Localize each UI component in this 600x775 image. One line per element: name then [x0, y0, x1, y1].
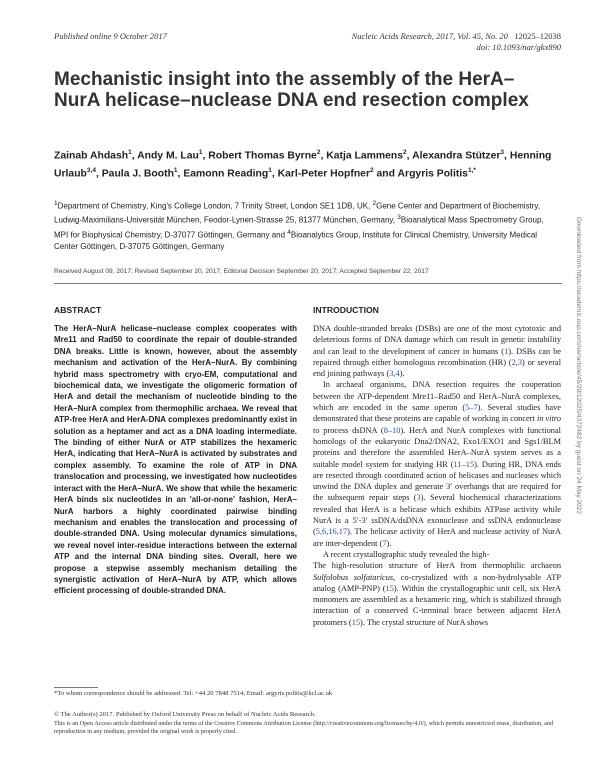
doi[interactable]: doi: 10.1093/nar/gkx890 [476, 42, 561, 52]
footnote-divider [54, 687, 98, 688]
intro-text: ). Several studies have demonstrated that these proteins are capable of working in concert [313, 403, 561, 424]
journal-info: Nucleic Acids Research, 2017, Vol. 45, No. 20 [351, 31, 508, 41]
copyright-notice: © The Author(s) 2017. Published by Oxford University Press on behalf of Nucleic Acids Research. [54, 711, 316, 718]
author-affiliation-marker: 3 [500, 149, 505, 156]
italic-term: Sulfolobus solfataricus [313, 572, 394, 582]
paper-title: Mechanistic insight into the assembly of the HerA–NurA helicase–nuclease DNA end resection complex [54, 69, 529, 111]
section-divider [54, 283, 562, 284]
citation-link[interactable]: 15 [351, 617, 361, 627]
citation-link[interactable]: 8–10 [383, 425, 401, 435]
affiliation-number: 4 [287, 228, 291, 236]
author-affiliation-marker: 1 [128, 149, 132, 156]
introduction-heading: INTRODUCTION [313, 305, 379, 315]
intro-text: ). The helicase activity of HerA and nuclease activity of NurA are inter-dependent ( [313, 527, 561, 548]
author-name: Karl-Peter Hopfner [277, 168, 370, 180]
citation-link[interactable]: 3 [416, 493, 421, 503]
intro-text: ). Within the crystallographic unit cell, six HerA monomers are assembled as a hexameric ring, which is stabilized through interaction of a conserved C-terminal brace between adjacent HerA protomers ( [313, 583, 561, 627]
intro-paragraph [313, 560, 561, 628]
author-affiliation-marker: 2 [316, 149, 321, 156]
author-name: Alexandra Stützer [412, 150, 501, 162]
author-list: Zainab Ahdash$^1$, Andy M. Lau$^1$, Robert Thomas Byrne$^2$, Katja Lammens$^2$, Alexandra Stützer$^3$, Henning Urlaub$^{3,4}$, Paula J. Booth$^1$, Eamonn Reading$^1$, Karl-Peter Hopfner$^2$ and Argyris Politis$^{1,*}$ [54, 149, 552, 180]
download-notice: Downloaded from https://academic.oup.com/nar/article/45/20/12025/4372482 by guest on 24 May 2022 [575, 217, 582, 515]
download-sidebar [573, 217, 585, 597]
citation-link[interactable]: 2 [511, 357, 516, 367]
intro-text: ). [386, 538, 392, 548]
author-name: Zainab Ahdash [54, 150, 129, 162]
author-affiliation-marker: 2 [403, 149, 407, 156]
intro-text: ). The crystal structure of NurA shows [360, 617, 489, 627]
intro-text: ). DSBs can be repaired through either homologous recombination (HR) ( [313, 346, 561, 367]
intro-text: A recent crystallographic study revealed the high- [323, 549, 490, 559]
author-name: Paula J. Booth [101, 168, 174, 180]
affiliation-number: 2 [372, 200, 377, 207]
abstract-heading: ABSTRACT [54, 305, 102, 315]
intro-paragraph [313, 549, 561, 560]
intro-text: to process dsDNA ( [313, 425, 384, 435]
intro-text: , [515, 357, 518, 367]
citation-link[interactable]: 3,4 [389, 369, 400, 379]
author-affiliation-marker: 2 [370, 167, 374, 175]
author-name: Robert Thomas Byrne [208, 150, 317, 162]
intro-text: In archaeal organisms, DNA resection requires the cooperation between the ATP-dependent Mre11–Rad50 and HerA–NurA complexes, which are encoded in the same operon ( [313, 380, 561, 413]
citation-link[interactable]: 7 [382, 538, 387, 548]
intro-paragraph [313, 379, 561, 548]
citation-link[interactable]: 1 [504, 346, 509, 356]
intro-text: ) or several end joining pathways ( [313, 357, 562, 379]
author-name: Henning Urlaub [54, 150, 552, 180]
intro-paragraph [313, 323, 561, 379]
citation-link[interactable]: 11–15 [453, 459, 475, 469]
introduction-body [313, 323, 561, 628]
affiliation-text: Department of Chemistry, King's College London, 7 Trinity Street, London SE1 1DB, UK, [57, 201, 373, 211]
intro-text: ). Several biochemical characterizations revealed that HerA is a helicase which exhibits ATPase activity while NurA is a 5′-3′ ssDNA/dsDNA exonuclease and ssDNA endonuclease ( [313, 493, 561, 537]
affiliations [54, 198, 554, 252]
author-affiliation-marker: 3,4 [86, 167, 96, 175]
abstract-text: The HerA–NurA helicase–nuclease complex cooperates with Mre11 and Rad50 to coordinate the repair of double-stranded DNA breaks. Little is known, however, about the assembly mechanism and activation of the HerA–NurA. By combining hybrid mass spectrometry with cryo-EM, computational and biochemical data, we investigate the oligomeric formation of HerA and detail the mechanism of nucleotide binding to the HerA–NurA complex from thermophilic archaea. We reveal that ATP-free HerA and HerA-DNA complexes predominantly exist in solution as a heptamer and act as a DNA loading intermediate. The binding of either NurA or ATP stabilizes the hexameric HerA, indicating that HerA–NurA is activated by substrates and complex assembly. To examine the role of ATP in DNA translocation and processing, we investigated how nucleotides interact with the HerA–NurA. We show that while the hexameric HerA binds six nucleotides in an 'all-or-none' fashion, HerA–NurA harbors a highly coordinated pairwise binding mechanism and enables the translocation and processing of double-stranded DNA. Using molecular dynamics simulations, we reveal novel inter-residue interactions between the external ATP and the internal DNA binding sites. Overall, here we propose a stepwise assembly mechanism detailing the synergistic activation of HerA–NurA by ATP, which allows efficient processing of double-stranded DNA. [54, 324, 297, 596]
publication-date: Published online 9 October 2017 [54, 31, 167, 41]
author-name: Argyris Politis [397, 168, 468, 180]
affiliation-text: Gene Center and Department of Biochemistry, Ludwig-Maximilians-Universität München, Feodor-Lynen-Strasse 25, 81377 München, Germany, [54, 201, 541, 225]
page-range: 12025–12038 [514, 31, 561, 41]
author-affiliation-marker: 1 [173, 167, 178, 175]
citation-link[interactable]: 5–7 [465, 403, 478, 413]
correspondence-footnote: *To whom correspondence should be addressed. Tel: +44 20 7848 7514; Email: argyris.politis@kcl.ac.uk [54, 690, 333, 697]
author-name: Eamonn Reading [183, 168, 269, 180]
affiliation-text: Bioanalytical Mass Spectrometry Group, MPI for Biophysical Chemistry, D-37077 Göttingen, Germany and [54, 215, 544, 240]
affiliation-number: 1 [54, 200, 58, 207]
author-affiliation-marker: 1 [268, 167, 272, 175]
intro-text: ). [399, 369, 405, 379]
affiliation-text: Bioanalytics Group, Institute for Clinical Chemistry, University Medical Center Göttingen, D-37075 Göttingen, Germany [54, 230, 538, 251]
citation-link[interactable]: 15 [385, 583, 394, 593]
italic-term: in vitro [536, 414, 561, 424]
intro-text: DNA double-stranded breaks (DSBs) are one of the most cytotoxic and deleterious forms of DNA damage which can result in genetic instability and can lead to the development of cancer in humans ( [313, 324, 561, 356]
author-conjunction: and [376, 168, 395, 180]
intro-text: ). During HR, DNA ends are resected through coordinated action of helicases and nucleases which unwind the DNA duplex and generate 3′ overhangs that are required for the subsequent repair steps ( [313, 459, 562, 503]
intro-text: The high-resolution structure of HerA from thermophilic archaeon [313, 561, 561, 571]
affiliation-number: 3 [397, 214, 401, 222]
journal-citation [308, 31, 561, 53]
author-name: Katja Lammens [326, 150, 404, 162]
citation-link[interactable]: 5,6,16,17 [315, 527, 348, 537]
intro-text: , co-crystalized with a non-hydrolysable ATP analog (AMP-PNP) ( [313, 572, 561, 593]
author-affiliation-marker: 1 [198, 149, 203, 156]
author-name: Andy M. Lau [137, 150, 199, 162]
intro-text: ). HerA and NurA complexes with functional homologs of the eukaryotic Dna2/DNA2, Exo1/EXO1 and Sgs1/BLM proteins and therefore the assembled HerA–NurA system serves as a suitable model system for studying HR ( [313, 425, 561, 469]
license-notice: This is an Open Access article distributed under the terms of the Creative Commons Attribution License (http://creativecommons.org/licenses/by/4.0/), which permits unrestricted reuse, distribution, and reproduction in any medium, provided the original work is properly cited. [54, 720, 554, 736]
submission-dates: Received August 09, 2017; Revised September 20, 2017; Editorial Decision September 20, 2017; Accepted September 22, 2017 [54, 268, 429, 275]
citation-link[interactable]: 3 [517, 357, 523, 367]
author-affiliation-marker: 1,* [467, 167, 476, 175]
